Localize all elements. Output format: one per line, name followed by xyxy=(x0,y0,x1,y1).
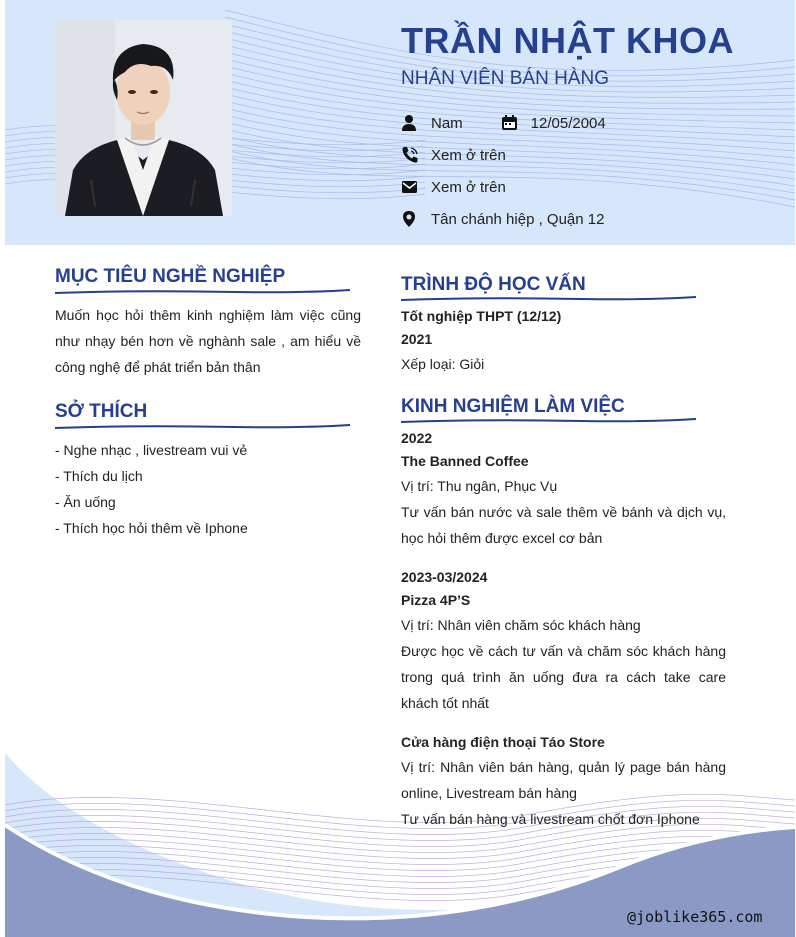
objective-underline xyxy=(55,288,355,296)
birthdate-value: 12/05/2004 xyxy=(530,114,606,132)
experience-underline xyxy=(401,417,701,425)
education-grade: Xếp loại: Giỏi xyxy=(401,356,485,372)
gender-value: Nam xyxy=(431,114,463,132)
education-year: 2021 xyxy=(401,331,433,347)
hobbies-underline xyxy=(55,423,355,431)
education-title: TRÌNH ĐỘ HỌC VẤN xyxy=(401,274,586,295)
hobby-item: - Nghe nhạc , livestream vui vẻ xyxy=(55,442,248,458)
avatar xyxy=(55,20,232,216)
job-period: 2022 xyxy=(401,430,433,446)
location-icon xyxy=(401,210,419,228)
info-row-email xyxy=(401,176,506,198)
hobby-item: - Ăn uống xyxy=(55,494,116,510)
candidate-name: TRẦN NHẬT KHOA xyxy=(401,20,734,61)
objective-title: MỤC TIÊU NGHỀ NGHIỆP xyxy=(55,266,286,287)
experience-title: KINH NGHIỆM LÀM VIỆC xyxy=(401,396,625,417)
info-row-address xyxy=(401,208,604,230)
job-description: Tư vấn bán hàng và livestream chốt đơn Iphone xyxy=(401,811,700,827)
phone-value: Xem ở trên xyxy=(431,146,506,164)
phone-icon xyxy=(401,146,419,164)
education-underline xyxy=(401,295,701,303)
info-row-phone xyxy=(401,144,506,166)
job-position: Vị trí: Nhân viên chăm sóc khách hàng xyxy=(401,617,641,633)
job-description: Được học về cách tư vấn và chăm sóc khách hàng trong quá trình ăn uống đưa ra cách take care khách tốt nhất xyxy=(401,643,726,711)
cv-page xyxy=(5,0,795,937)
hobby-item: - Thích du lịch xyxy=(55,468,143,484)
footer-watermark: @joblike365.com xyxy=(627,908,763,926)
header-banner xyxy=(5,0,795,245)
job-position: Vị trí: Thu ngân, Phục Vụ xyxy=(401,478,558,494)
email-value: Xem ở trên xyxy=(431,178,506,196)
info-row-gender-birthdate xyxy=(401,112,606,134)
job-company: Cửa hàng điện thoại Táo Store xyxy=(401,734,605,750)
avatar-photo-icon xyxy=(55,20,232,216)
education-degree: Tốt nghiệp THPT (12/12) xyxy=(401,308,562,324)
job-description: Tư vấn bán nước và sale thêm về bánh và dịch vụ, học hỏi thêm được excel cơ bản xyxy=(401,504,726,546)
candidate-role: NHÂN VIÊN BÁN HÀNG xyxy=(401,68,609,89)
address-value: Tân chánh hiệp , Quận 12 xyxy=(431,210,605,228)
job-position: Vị trí: Nhân viên bán hàng, quản lý page bán hàng online, Livestream bán hàng xyxy=(401,759,726,801)
hobbies-title: SỞ THÍCH xyxy=(55,401,148,422)
mail-icon xyxy=(401,178,419,196)
objective-text: Muốn học hỏi thêm kinh nghiệm làm việc cũng như nhạy bén hơn về nghành sale , am hiểu về công nghệ để phát triển bản thân xyxy=(55,307,361,375)
hobby-item: - Thích học hỏi thêm về Iphone xyxy=(55,520,248,536)
user-icon xyxy=(401,114,419,132)
job-company: Pizza 4P’S xyxy=(401,592,471,608)
calendar-icon xyxy=(501,114,519,132)
job-company: The Banned Coffee xyxy=(401,453,529,469)
job-period: 2023-03/2024 xyxy=(401,569,488,585)
